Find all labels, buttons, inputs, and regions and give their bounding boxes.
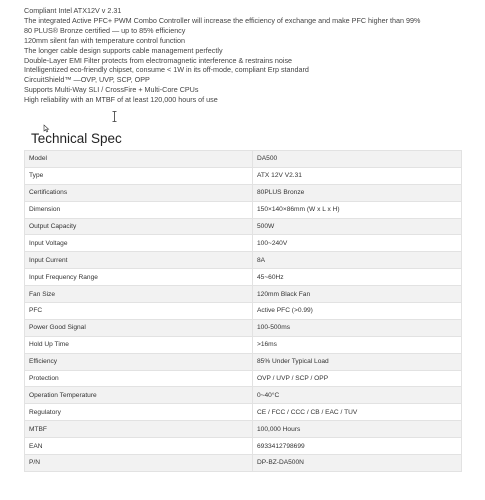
spec-value: 100-500ms xyxy=(253,319,462,336)
spec-value: 6933412798699 xyxy=(253,438,462,455)
spec-label: Efficiency xyxy=(25,353,253,370)
spec-row xyxy=(25,336,462,353)
spec-value: Active PFC (>0.99) xyxy=(253,303,462,320)
text-cursor-icon xyxy=(112,111,117,122)
spec-label: Input Current xyxy=(25,252,253,269)
spec-value: DA500 xyxy=(253,151,462,168)
spec-row xyxy=(25,167,462,184)
spec-row xyxy=(25,252,462,269)
spec-label: EAN xyxy=(25,438,253,455)
feature-item: CircuitShield™ —OVP, UVP, SCP, OPP xyxy=(24,75,150,85)
feature-item: 80 PLUS® Bronze certified — up to 85% efficiency xyxy=(24,25,186,35)
spec-label: Input Frequency Range xyxy=(25,269,253,286)
spec-row xyxy=(25,218,462,235)
section-title: Technical Spec xyxy=(31,131,122,146)
spec-label: MTBF xyxy=(25,421,253,438)
spec-row xyxy=(25,438,462,455)
spec-value: 150×140×86mm (W x L x H) xyxy=(253,201,462,218)
spec-value: >16ms xyxy=(253,336,462,353)
spec-label: Operation Temperature xyxy=(25,387,253,404)
spec-label: PFC xyxy=(25,303,253,320)
spec-row xyxy=(25,387,462,404)
spec-label: Power Good Signal xyxy=(25,319,253,336)
spec-label: Protection xyxy=(25,370,253,387)
feature-item: High reliability with an MTBF of at least 120,000 hours of use xyxy=(24,95,218,105)
spec-value: OVP / UVP / SCP / OPP xyxy=(253,370,462,387)
spec-row xyxy=(25,269,462,286)
feature-item: Intelligentized eco-friendly chipset, consume < 1W in its off-mode, compliant Erp standard xyxy=(24,65,309,75)
spec-label: Dimension xyxy=(25,201,253,218)
spec-value: 500W xyxy=(253,218,462,235)
spec-label: Hold Up Time xyxy=(25,336,253,353)
spec-row xyxy=(25,370,462,387)
spec-value: 80PLUS Bronze xyxy=(253,184,462,201)
spec-label: P/N xyxy=(25,455,253,472)
feature-item: Double-Layer EMI Filter protects from electromagnetic interference & restrains noise xyxy=(24,55,293,65)
spec-row xyxy=(25,151,462,168)
spec-label: Regulatory xyxy=(25,404,253,421)
spec-row xyxy=(25,286,462,303)
spec-row xyxy=(25,235,462,252)
spec-label: Certifications xyxy=(25,184,253,201)
spec-value: 0~40°C xyxy=(253,387,462,404)
spec-table xyxy=(24,150,462,472)
spec-value: 100~240V xyxy=(253,235,462,252)
feature-item: 120mm silent fan with temperature control function xyxy=(24,35,185,45)
spec-label: Fan Size xyxy=(25,286,253,303)
spec-value: CE / FCC / CCC / CB / EAC / TUV xyxy=(253,404,462,421)
spec-table-body xyxy=(25,151,462,472)
spec-row xyxy=(25,455,462,472)
spec-value: 100,000 Hours xyxy=(253,421,462,438)
feature-list xyxy=(24,6,479,105)
spec-value: 120mm Black Fan xyxy=(253,286,462,303)
feature-item: Compliant Intel ATX12V v 2.31 xyxy=(24,6,122,15)
feature-item: The integrated Active PFC+ PWM Combo Controller will increase the efficiency of exchange and make PFC higher than 99% xyxy=(24,15,421,25)
spec-label: Type xyxy=(25,167,253,184)
spec-row xyxy=(25,404,462,421)
feature-item: The longer cable design supports cable management perfectly xyxy=(24,45,223,55)
feature-item: Supports Multi-Way SLI / CrossFire + Multi-Core CPUs xyxy=(24,85,199,95)
spec-value: ATX 12V V2.31 xyxy=(253,167,462,184)
spec-value: 85% Under Typical Load xyxy=(253,353,462,370)
spec-row xyxy=(25,201,462,218)
spec-value: 45~60Hz xyxy=(253,269,462,286)
spec-row xyxy=(25,319,462,336)
spec-row xyxy=(25,353,462,370)
spec-row xyxy=(25,303,462,320)
spec-value: 8A xyxy=(253,252,462,269)
spec-label: Input Voltage xyxy=(25,235,253,252)
spec-value: DP-BZ-DA500N xyxy=(253,455,462,472)
spec-label: Output Capacity xyxy=(25,218,253,235)
spec-row xyxy=(25,421,462,438)
spec-label: Model xyxy=(25,151,253,168)
spec-row xyxy=(25,184,462,201)
